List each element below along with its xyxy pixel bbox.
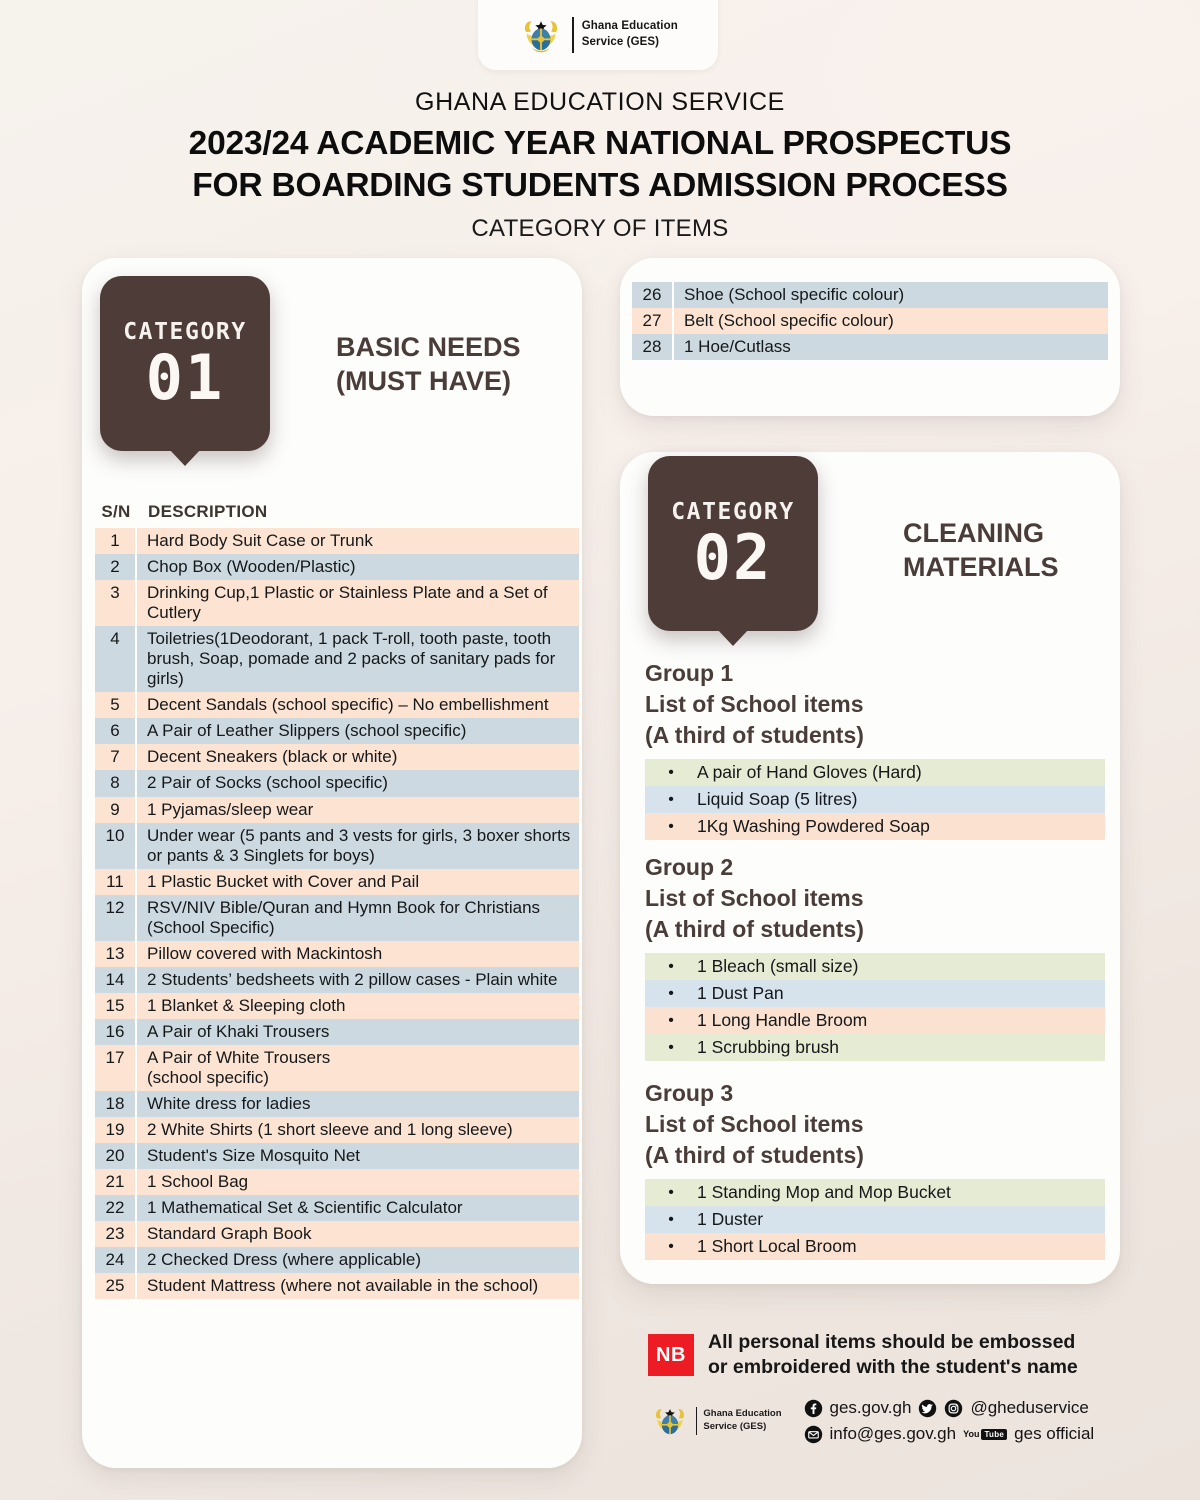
ghana-coat-of-arms-icon — [518, 12, 564, 58]
row-sn: 14 — [95, 967, 137, 993]
row-sn: 2 — [95, 554, 137, 580]
title-line-2: FOR BOARDING STUDENTS ADMISSION PROCESS — [192, 166, 1008, 204]
bullet-icon: • — [668, 817, 674, 835]
table-row — [95, 967, 579, 993]
cleaning-group-2 — [645, 852, 1105, 1061]
table-row — [95, 1091, 579, 1117]
table-body — [95, 528, 579, 1299]
row-sn: 25 — [95, 1273, 137, 1299]
row-sn: 12 — [95, 895, 137, 941]
category-1-badge-word: CATEGORY — [123, 318, 247, 345]
row-description: Pillow covered with Mackintosh — [147, 943, 383, 963]
bullet-icon: • — [668, 957, 674, 975]
category-1-continued-table — [632, 282, 1108, 360]
footer-logo-text — [703, 1408, 781, 1434]
list-item-label: 1Kg Washing Powdered Soap — [697, 816, 930, 837]
table-row — [95, 554, 579, 580]
table-row — [95, 1143, 579, 1169]
email-icon[interactable] — [804, 1425, 823, 1444]
row-description: Chop Box (Wooden/Plastic) — [147, 557, 356, 577]
column-header-sn: S/N — [101, 502, 131, 521]
row-description: 1 Pyjamas/sleep wear — [147, 799, 314, 819]
page-subtitle: CATEGORY OF ITEMS — [471, 214, 729, 242]
row-description: Hard Body Suit Case or Trunk — [147, 531, 373, 550]
row-description: RSV/NIV Bible/Quran and Hymn Book for Christians (School Specific) — [147, 897, 541, 937]
row-sn: 21 — [95, 1169, 137, 1195]
row-description: A Pair of White Trousers (school specific) — [147, 1047, 331, 1088]
facebook-icon[interactable] — [804, 1399, 823, 1418]
cleaning-group-1 — [645, 658, 1105, 840]
logo-text — [582, 19, 678, 50]
table-row — [95, 718, 579, 744]
contact-row-1 — [804, 1398, 1095, 1418]
ghana-coat-of-arms-icon — [650, 1401, 690, 1441]
page-header — [0, 88, 1200, 243]
table-row — [95, 1247, 579, 1273]
list-item — [645, 980, 1105, 1007]
title-line-1: 2023/24 ACADEMIC YEAR NATIONAL PROSPECTUS — [188, 125, 1012, 162]
table-row — [95, 1221, 579, 1247]
row-description: White dress for ladies — [147, 1094, 311, 1114]
contact-row-2 — [804, 1424, 1095, 1444]
row-description: 1 Hoe/Cutlass — [684, 337, 791, 357]
list-item-label: 1 Bleach (small size) — [697, 956, 859, 977]
category-2-title: CLEANING MATERIALS — [903, 518, 1059, 583]
bullet-icon: • — [668, 763, 674, 781]
row-description: 1 Blanket & Sleeping cloth — [147, 995, 346, 1015]
table-row — [95, 744, 579, 770]
row-description: Student's Size Mosquito Net — [147, 1146, 361, 1166]
table-row — [632, 334, 1108, 360]
table-row — [95, 1195, 579, 1221]
row-description: Shoe (School specific colour) — [684, 285, 905, 304]
table-row — [95, 1273, 579, 1299]
footer-logo — [650, 1401, 782, 1441]
contact-social-handle[interactable]: @gheduservice — [970, 1398, 1089, 1417]
list-item — [645, 786, 1105, 813]
row-description: Standard Graph Book — [147, 1224, 312, 1244]
bullet-icon: • — [668, 1237, 674, 1255]
logo-line-1: Ghana Education — [581, 20, 678, 33]
instagram-icon[interactable] — [944, 1399, 963, 1418]
row-description: 1 Mathematical Set & Scientific Calculator — [147, 1198, 463, 1218]
ges-logo-header — [478, 0, 718, 70]
table-row — [95, 528, 579, 554]
youtube-icon[interactable]: You Tube — [963, 1429, 1007, 1440]
list-item-label: 1 Long Handle Broom — [697, 1010, 868, 1031]
list-item — [645, 1233, 1105, 1260]
row-sn: 16 — [95, 1019, 137, 1045]
group-heading: Group 1 List of School items (A third of students) — [645, 660, 864, 748]
table-row — [95, 869, 579, 895]
row-sn: 6 — [95, 718, 137, 744]
contact-website[interactable]: ges.gov.gh — [829, 1398, 912, 1417]
list-item-label: 1 Standing Mop and Mop Bucket — [697, 1182, 951, 1203]
list-item — [645, 1206, 1105, 1233]
row-sn: 24 — [95, 1247, 137, 1273]
row-description: Toiletries(1Deodorant, 1 pack T-roll, tooth paste, tooth brush, Soap, pomade and 2 packs of sanitary pads for girls) — [147, 629, 556, 689]
table-row — [632, 308, 1108, 334]
row-sn: 27 — [632, 308, 674, 334]
table-row — [95, 941, 579, 967]
table-row — [95, 1019, 579, 1045]
nb-note — [648, 1330, 1078, 1381]
twitter-icon[interactable] — [918, 1399, 937, 1418]
row-description: Decent Sneakers (black or white) — [147, 747, 398, 767]
nb-badge: NB — [648, 1334, 694, 1376]
list-item-label: Liquid Soap (5 litres) — [697, 789, 858, 810]
row-sn: 20 — [95, 1143, 137, 1169]
bullet-icon: • — [668, 1011, 674, 1029]
row-sn: 28 — [632, 334, 674, 360]
row-description: Under wear (5 pants and 3 vests for girls, 3 boxer shorts or pants & 3 Singlets for boys) — [147, 825, 571, 865]
table-row — [95, 895, 579, 941]
row-sn: 8 — [95, 770, 137, 796]
table-row — [95, 1169, 579, 1195]
list-item — [645, 759, 1105, 786]
table-row — [95, 797, 579, 823]
list-item — [645, 813, 1105, 840]
row-description: 2 Pair of Socks (school specific) — [147, 773, 388, 793]
category-1-title: BASIC NEEDS (MUST HAVE) — [336, 332, 521, 397]
list-item — [645, 953, 1105, 980]
organization-name: GHANA EDUCATION SERVICE — [415, 88, 785, 116]
row-sn: 23 — [95, 1221, 137, 1247]
row-sn: 19 — [95, 1117, 137, 1143]
category-1-badge-number: 01 — [145, 340, 225, 414]
logo-line-2: Service (GES) — [581, 36, 660, 48]
bullet-icon: • — [668, 1210, 674, 1228]
table-row — [95, 626, 579, 692]
category-1-table — [95, 500, 579, 1299]
table-row — [95, 692, 579, 718]
row-description: Drinking Cup,1 Plastic or Stainless Plate and a Set of Cutlery — [147, 583, 548, 623]
contact-email[interactable]: info@ges.gov.gh — [829, 1424, 957, 1443]
list-item — [645, 1034, 1105, 1061]
row-sn: 17 — [95, 1045, 137, 1091]
footer-logo-divider — [696, 1407, 697, 1435]
row-description: Student Mattress (where not available in the school) — [147, 1276, 539, 1296]
cleaning-group-3 — [645, 1078, 1105, 1260]
row-sn: 7 — [95, 744, 137, 770]
table-row — [95, 823, 579, 869]
bullet-icon: • — [668, 1183, 674, 1201]
nb-text: All personal items should be embossed or embroidered with the student's name — [708, 1331, 1078, 1379]
row-description: 2 Checked Dress (where applicable) — [147, 1250, 422, 1270]
row-sn: 4 — [95, 626, 137, 692]
category-2-badge — [648, 456, 818, 631]
bullet-icon: • — [668, 984, 674, 1002]
table-row — [95, 580, 579, 626]
row-description: 1 School Bag — [147, 1172, 249, 1192]
table-row — [95, 1045, 579, 1091]
row-description: 2 Students’ bedsheets with 2 pillow cases - Plain white — [147, 969, 558, 989]
logo-divider — [572, 17, 574, 53]
row-sn: 1 — [95, 528, 137, 554]
table-row — [95, 993, 579, 1019]
row-sn: 5 — [95, 692, 137, 718]
list-item-label: 1 Dust Pan — [697, 983, 784, 1004]
list-item-label: 1 Duster — [697, 1209, 764, 1230]
row-sn: 10 — [95, 823, 137, 869]
footer-contacts — [804, 1398, 1095, 1444]
row-sn: 18 — [95, 1091, 137, 1117]
bullet-icon: • — [668, 790, 674, 808]
category-2-badge-word: CATEGORY — [671, 498, 795, 525]
footer-logo-line-1: Ghana Education — [703, 1408, 782, 1420]
row-description: 2 White Shirts (1 short sleeve and 1 long sleeve) — [147, 1120, 513, 1140]
group-heading: Group 3 List of School items (A third of students) — [645, 1080, 864, 1168]
row-description: A Pair of Khaki Trousers — [147, 1021, 330, 1041]
contact-youtube-handle[interactable]: ges official — [1014, 1424, 1095, 1443]
row-sn: 9 — [95, 797, 137, 823]
row-sn: 11 — [95, 869, 137, 895]
table-header-row — [95, 500, 579, 528]
column-header-desc: DESCRIPTION — [148, 502, 268, 521]
list-item — [645, 1179, 1105, 1206]
group-heading: Group 2 List of School items (A third of students) — [645, 854, 864, 942]
table-row — [95, 770, 579, 796]
list-item-label: 1 Scrubbing brush — [697, 1037, 840, 1058]
row-sn: 15 — [95, 993, 137, 1019]
category-1-badge — [100, 276, 270, 451]
table-row — [95, 1117, 579, 1143]
row-description: Belt (School specific colour) — [684, 311, 894, 331]
row-sn: 22 — [95, 1195, 137, 1221]
row-description: 1 Plastic Bucket with Cover and Pail — [147, 871, 420, 891]
row-sn: 3 — [95, 580, 137, 626]
list-item-label: 1 Short Local Broom — [697, 1236, 857, 1257]
list-item-label: A pair of Hand Gloves (Hard) — [697, 762, 922, 783]
list-item — [645, 1007, 1105, 1034]
footer-logo-line-2: Service (GES) — [703, 1421, 767, 1432]
bullet-icon: • — [668, 1038, 674, 1056]
row-sn: 26 — [632, 282, 674, 308]
footer — [650, 1398, 1094, 1444]
row-description: A Pair of Leather Slippers (school specific) — [147, 721, 467, 741]
table-row — [632, 282, 1108, 308]
row-sn: 13 — [95, 941, 137, 967]
category-2-badge-number: 02 — [693, 520, 773, 594]
row-description: Decent Sandals (school specific) – No embellishment — [147, 695, 549, 715]
page-title — [0, 123, 1200, 207]
